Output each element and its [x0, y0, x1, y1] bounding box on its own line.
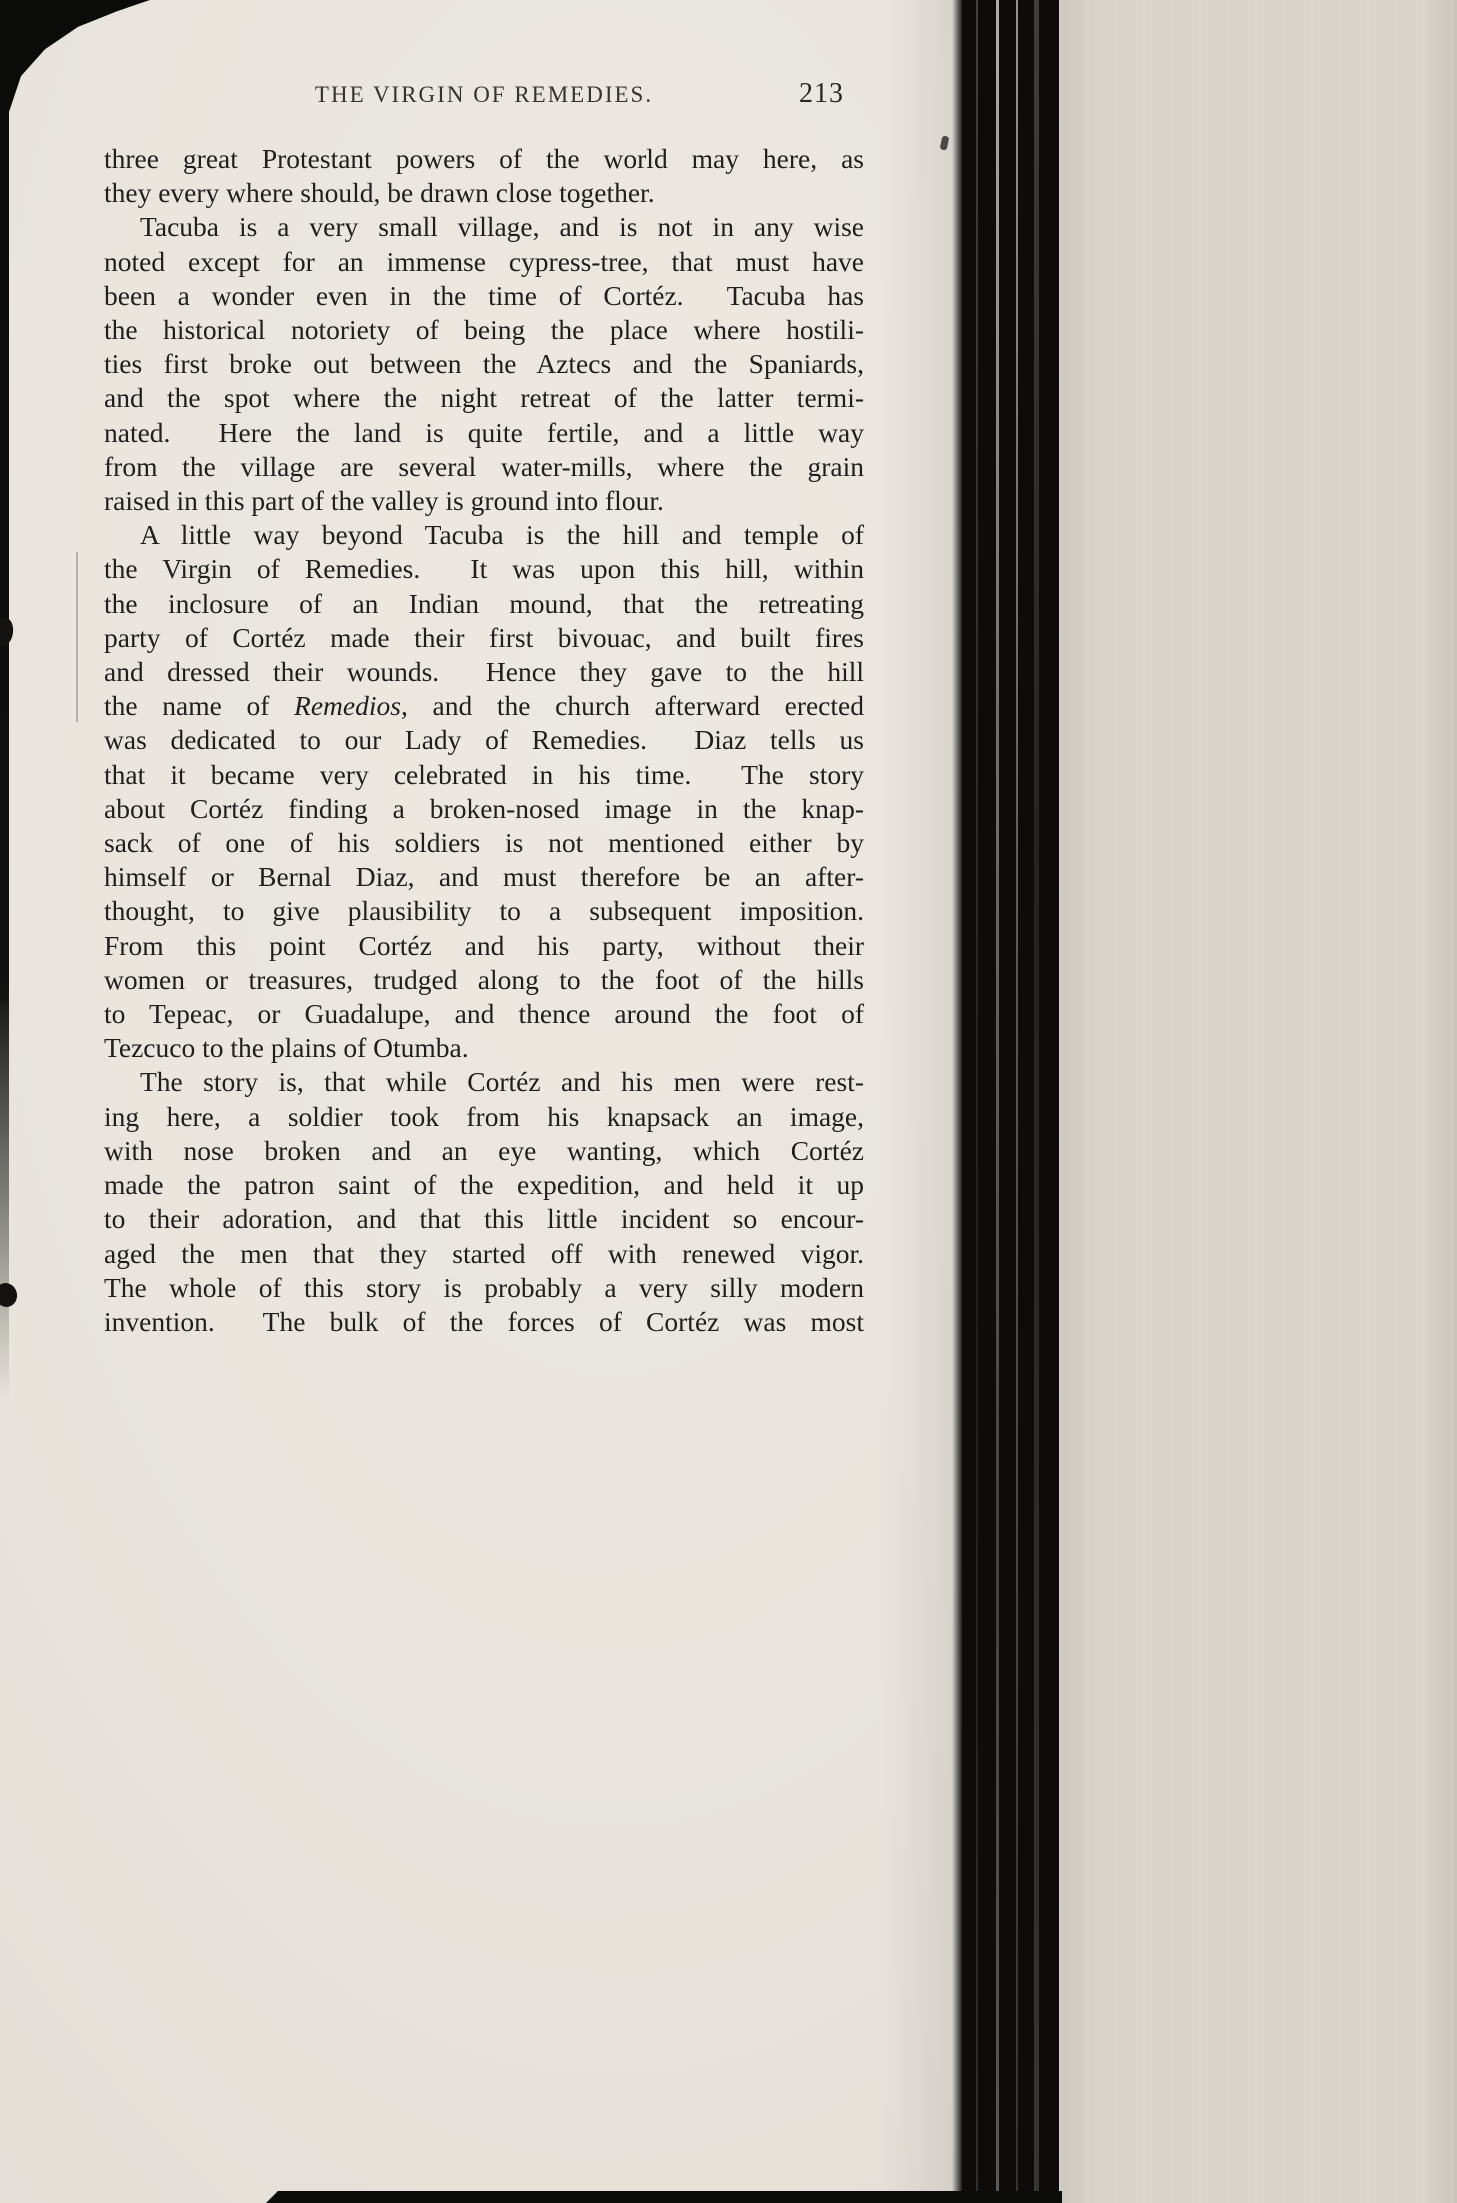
text-line: three great Protestant powers of the world may here, as: [104, 143, 864, 174]
text-line: ing here, a soldier took from his knapsack an image,: [104, 1100, 864, 1132]
scan-speck: [0, 1281, 20, 1310]
text-line: From this point Cortéz and his party, without their: [104, 929, 864, 961]
text-line: and dressed their wounds. Hence they gave to the hill: [104, 656, 864, 688]
page-edge-streak: [996, 0, 999, 2203]
text-line: the name of Remedios, and the church afterward erected: [104, 690, 864, 722]
scan-speck: [940, 135, 950, 150]
scan-streak: [76, 552, 78, 722]
text-line: was dedicated to our Lady of Remedies. Diaz tells us: [104, 724, 864, 756]
text-line: The whole of this story is probably a very silly modern: [104, 1271, 864, 1303]
page-edge-streak: [1034, 0, 1039, 2203]
text-line: women or treasures, trudged along to the foot of the hills: [104, 963, 864, 995]
text-line: they every where should, be drawn close together.: [104, 177, 655, 209]
text-line: been a wonder even in the time of Cortéz. Tacuba has: [104, 279, 864, 311]
text-line: A little way beyond Tacuba is the hill and temple of: [140, 519, 864, 551]
scan-left-edge-artifact: [0, 0, 9, 1400]
text-line: with nose broken and an eye wanting, which Cortéz: [104, 1134, 864, 1166]
text-block: [104, 142, 864, 1339]
book-edge-band: [962, 0, 1059, 2203]
text-line: aged the men that they started off with renewed vigor.: [104, 1237, 864, 1269]
text-line: about Cortéz finding a broken-nosed image in the knap-: [104, 792, 864, 824]
page-number: 213: [799, 78, 844, 109]
text-line: made the patron saint of the expedition, and held it up: [104, 1169, 864, 1201]
paragraph: [104, 1065, 864, 1339]
text-line: ties first broke out between the Aztecs and the Spaniards,: [104, 348, 864, 380]
scan-speck: [0, 617, 15, 647]
gutter-shadow: [878, 0, 962, 2203]
text-line: himself or Bernal Diaz, and must therefore be an after-: [104, 861, 864, 893]
text-line: Tezcuco to the plains of Otumba.: [104, 1032, 469, 1064]
scan-bottom-edge-artifact: [266, 2191, 1062, 2203]
paragraph: [104, 142, 864, 210]
page-edge-streak: [1016, 0, 1018, 2203]
text-line: the Virgin of Remedies. It was upon this hill, within: [104, 553, 864, 585]
text-line: noted except for an immense cypress-tree, that must have: [104, 245, 864, 277]
text-line: the historical notoriety of being the place where hostili-: [104, 314, 864, 346]
text-line: the inclosure of an Indian mound, that the retreating: [104, 587, 864, 619]
running-title: THE VIRGIN OF REMEDIES.: [314, 82, 654, 107]
text-line: party of Cortéz made their first bivouac, and built fires: [104, 621, 864, 653]
text-line: sack of one of his soldiers is not mentioned either by: [104, 827, 864, 859]
page-header: [104, 78, 864, 122]
text-line: to Tepeac, or Guadalupe, and thence around the foot of: [104, 998, 864, 1030]
text-line: thought, to give plausibility to a subsequent imposition.: [104, 895, 864, 927]
text-line: to their adoration, and that this little incident so encour-: [104, 1203, 864, 1235]
text-line: nated. Here the land is quite fertile, and a little way: [104, 416, 864, 448]
page-edge-streak: [976, 0, 978, 2203]
scan-background-paper: [1059, 0, 1457, 2203]
text-line: that it became very celebrated in his time. The story: [104, 758, 864, 790]
text-line: Tacuba is a very small village, and is not in any wise: [140, 211, 864, 243]
text-line: raised in this part of the valley is ground into flour.: [104, 485, 664, 517]
text-line: invention. The bulk of the forces of Cortéz was most: [104, 1305, 864, 1337]
paragraph: [104, 210, 864, 518]
paragraph: [104, 518, 864, 1065]
text-line: and the spot where the night retreat of the latter termi-: [104, 382, 864, 414]
text-line: The story is, that while Cortéz and his men were rest-: [140, 1066, 864, 1098]
text-line: from the village are several water-mills, where the grain: [104, 450, 864, 482]
